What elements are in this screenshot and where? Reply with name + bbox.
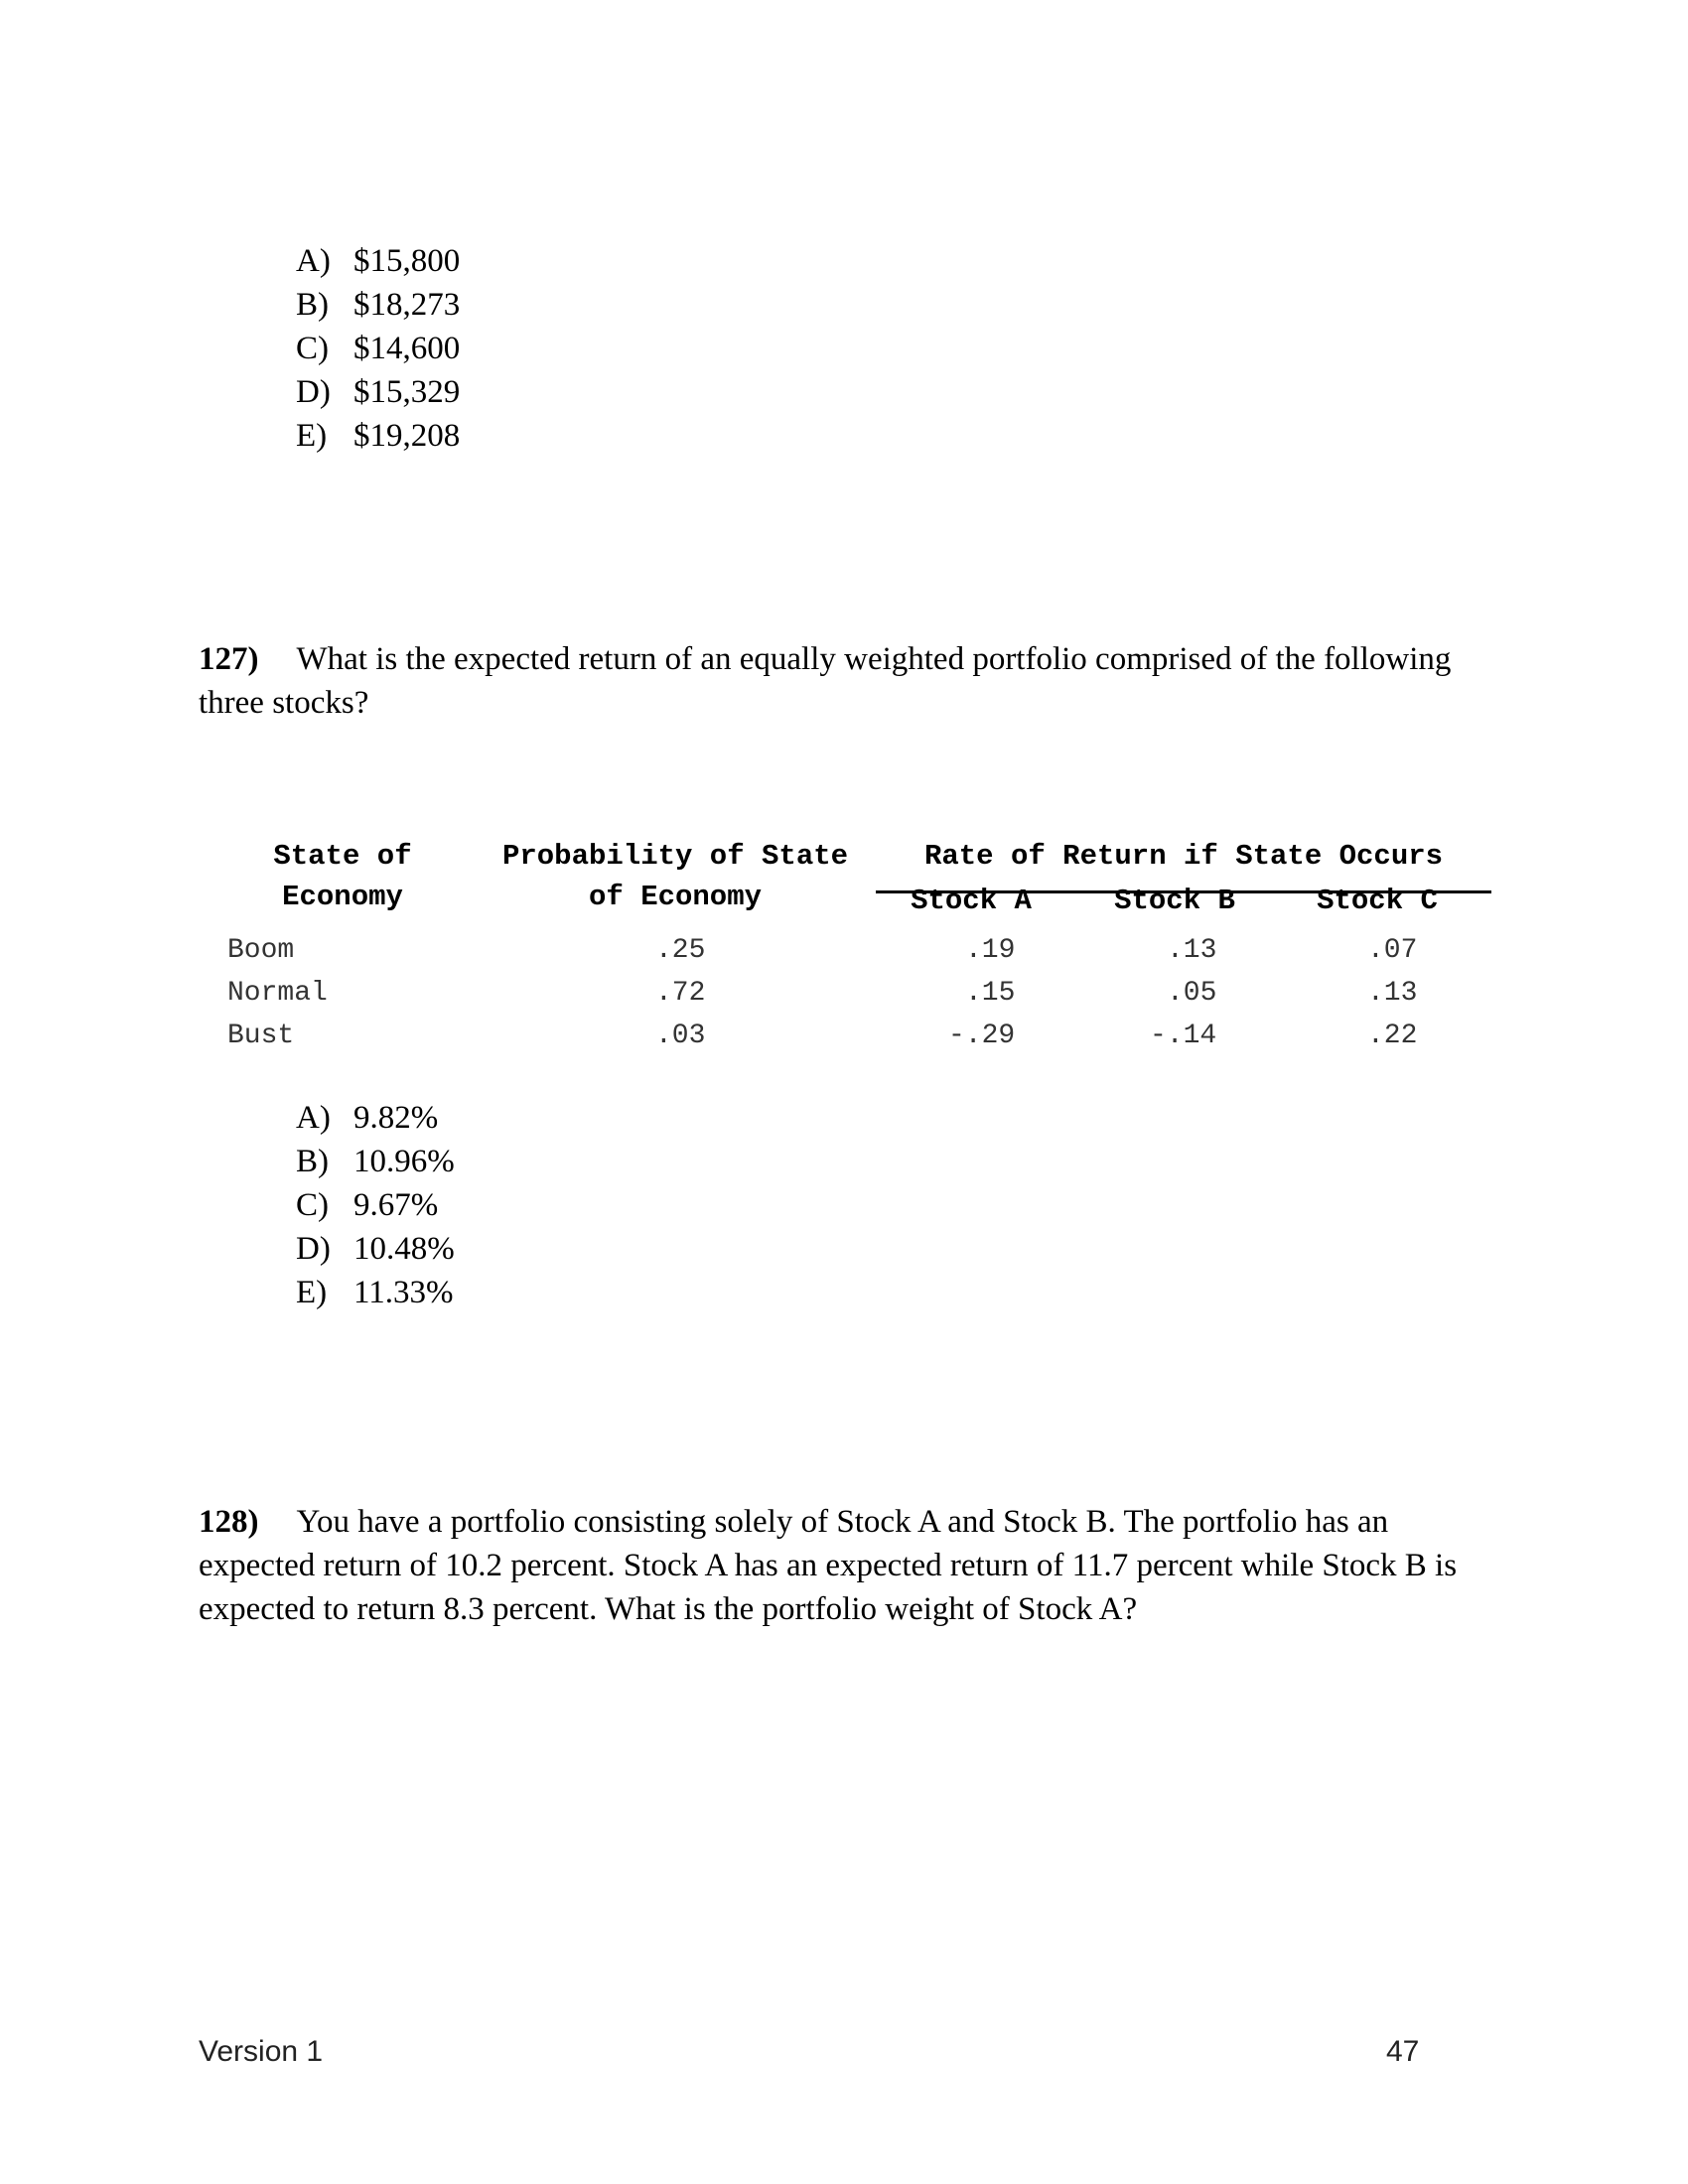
choice-value: 10.48% xyxy=(353,1231,455,1267)
cell-probability: .25 xyxy=(655,935,706,966)
header-probability xyxy=(489,836,862,917)
choice-value: $18,273 xyxy=(353,287,461,323)
question-number: 127) xyxy=(199,641,259,677)
cell-state: Normal xyxy=(227,978,328,1009)
choice-value: 9.67% xyxy=(353,1187,439,1223)
cell-stock-a: .19 xyxy=(965,935,1016,966)
choice-value: $14,600 xyxy=(353,331,461,366)
choice-item xyxy=(296,1183,455,1227)
cell-probability: .72 xyxy=(655,978,706,1009)
question-number: 128) xyxy=(199,1504,259,1540)
choice-value: $15,329 xyxy=(353,374,461,410)
cell-stock-b: -.14 xyxy=(1150,1021,1217,1051)
header-return-group: Rate of Return if State Occurs xyxy=(923,840,1444,873)
choice-letter: B) xyxy=(296,1144,329,1179)
cell-stock-c: .13 xyxy=(1367,978,1418,1009)
choice-letter: A) xyxy=(296,243,331,279)
question-127 xyxy=(199,637,1479,725)
header-state xyxy=(258,836,427,917)
header-stock-c: Stock C xyxy=(1317,885,1438,917)
choice-letter: E) xyxy=(296,418,328,454)
choice-item xyxy=(296,327,460,370)
choice-letter: D) xyxy=(296,1231,331,1267)
choice-letter: C) xyxy=(296,331,329,366)
cell-state: Bust xyxy=(227,1021,295,1051)
choice-item xyxy=(296,1140,455,1183)
cell-stock-c: .07 xyxy=(1367,935,1418,966)
choice-letter: C) xyxy=(296,1187,329,1223)
choice-item xyxy=(296,283,460,327)
choice-value: 11.33% xyxy=(353,1275,454,1310)
header-state-line1: State of xyxy=(273,840,412,873)
header-stock-a: Stock A xyxy=(911,885,1032,917)
choice-value: $19,208 xyxy=(353,418,461,454)
choice-value: 10.96% xyxy=(353,1144,455,1179)
choice-item xyxy=(296,370,460,414)
question-128 xyxy=(199,1500,1479,1631)
cell-stock-b: .05 xyxy=(1167,978,1217,1009)
choice-item xyxy=(296,1096,455,1140)
cell-stock-a: -.29 xyxy=(948,1021,1016,1051)
cell-stock-c: .22 xyxy=(1367,1021,1418,1051)
header-state-line2: Economy xyxy=(282,881,403,913)
choice-letter: E) xyxy=(296,1275,328,1310)
cell-stock-a: .15 xyxy=(965,978,1016,1009)
choice-item xyxy=(296,1227,455,1271)
cell-stock-b: .13 xyxy=(1167,935,1217,966)
choice-value: 9.82% xyxy=(353,1100,439,1136)
choice-letter: D) xyxy=(296,374,331,410)
q127-choices xyxy=(296,1096,455,1314)
choice-item xyxy=(296,239,460,283)
header-stock-b: Stock B xyxy=(1114,885,1235,917)
header-probability-line1: Probability of State xyxy=(501,840,849,873)
question-text: What is the expected return of an equally weighted portfolio comprised of the following three stocks? xyxy=(199,641,1452,721)
cell-probability: .03 xyxy=(655,1021,706,1051)
choice-item xyxy=(296,1271,455,1314)
choice-item xyxy=(296,414,460,458)
footer-version: Version 1 xyxy=(199,2035,324,2068)
question-text: You have a portfolio consisting solely of Stock A and Stock B. The portfolio has an expected return of 10.2 percent. Stock A has an expected return of 11.7 percent while Stock B is expected to return 8.3 percent. What is the portfolio weight of Stock A? xyxy=(199,1504,1458,1627)
page-number: 47 xyxy=(1386,2035,1420,2068)
q126-choices xyxy=(296,239,460,458)
header-probability-line2: of Economy xyxy=(588,881,763,913)
choice-value: $15,800 xyxy=(353,243,461,279)
cell-state: Boom xyxy=(227,935,295,966)
choice-letter: A) xyxy=(296,1100,331,1136)
choice-letter: B) xyxy=(296,287,329,323)
